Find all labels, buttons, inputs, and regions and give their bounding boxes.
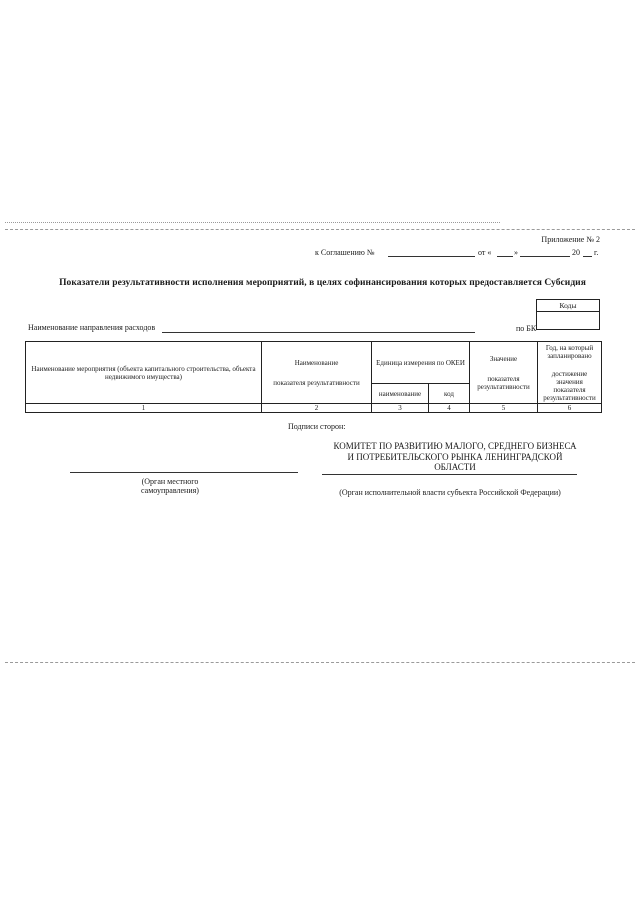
col-year-line2: достижение значения показателя результативности (543, 369, 596, 402)
col-number-6: 6 (538, 404, 602, 413)
col-number-3: 3 (372, 404, 429, 413)
col-value-line2: показателя результативности (477, 374, 530, 391)
agreement-number-blank (388, 256, 475, 257)
agreement-day-blank (497, 256, 513, 257)
col-indicator-line1: Наименование (294, 358, 339, 367)
agreement-year-blank (583, 256, 592, 257)
left-signature-caption: (Орган местного самоуправления) (141, 477, 199, 495)
bk-label: по БК (516, 324, 537, 333)
col-unit-code-header: код (429, 384, 470, 404)
agreement-quote-close: » (514, 248, 518, 257)
col-activity-header: Наименование мероприятия (объекта капитального строительства, объекта недвижимого имущества) (26, 342, 262, 404)
col-number-4: 4 (429, 404, 470, 413)
col-unit-name-header: наименование (372, 384, 429, 404)
agreement-from: от « (478, 248, 492, 257)
left-signature-line (70, 472, 298, 473)
right-signature-caption: (Орган исполнительной власти субъекта Российской Федерации) (339, 488, 561, 497)
committee-name: КОМИТЕТ ПО РАЗВИТИЮ МАЛОГО, СРЕДНЕГО БИЗНЕСА И ПОТРЕБИТЕЛЬСКОГО РЫНКА ЛЕНИНГРАДСКОЙ ОБЛАСТИ (333, 441, 577, 472)
col-value-line1: Значение (489, 354, 518, 363)
codes-table (536, 299, 600, 330)
col-number-2: 2 (262, 404, 372, 413)
agreement-year-suffix: г. (594, 248, 599, 257)
scan-artifact-top-2 (5, 229, 635, 230)
codes-bk-cell (537, 312, 600, 330)
col-unit-header: Единица измерения по ОКЕИ (372, 342, 470, 384)
appendix-label: Приложение № 2 (541, 235, 600, 244)
col-number-5: 5 (470, 404, 538, 413)
agreement-year: 20 (572, 248, 580, 257)
scan-artifact-top (5, 222, 500, 223)
col-indicator-line2: показателя результативности (273, 378, 360, 387)
agreement-prefix: к Соглашению № (315, 248, 375, 257)
right-signature-line (322, 474, 577, 475)
col-year-line1: Год, на который запланировано (545, 343, 594, 360)
indicators-table (25, 341, 602, 413)
expense-direction-label: Наименование направления расходов (28, 323, 156, 332)
codes-header: Коды (537, 300, 600, 312)
col-indicator-header (262, 342, 372, 404)
agreement-line (315, 248, 605, 258)
signatures-heading: Подписи сторон: (288, 422, 346, 431)
col-year-header (538, 342, 602, 404)
col-number-1: 1 (26, 404, 262, 413)
expense-direction-blank (162, 332, 475, 333)
page-title: Показатели результативности исполнения мероприятий, в целях софинансирования которых предоставляется Субсидия (59, 278, 586, 288)
scan-artifact-bottom (5, 662, 635, 663)
agreement-month-blank (520, 256, 570, 257)
col-value-header (470, 342, 538, 404)
